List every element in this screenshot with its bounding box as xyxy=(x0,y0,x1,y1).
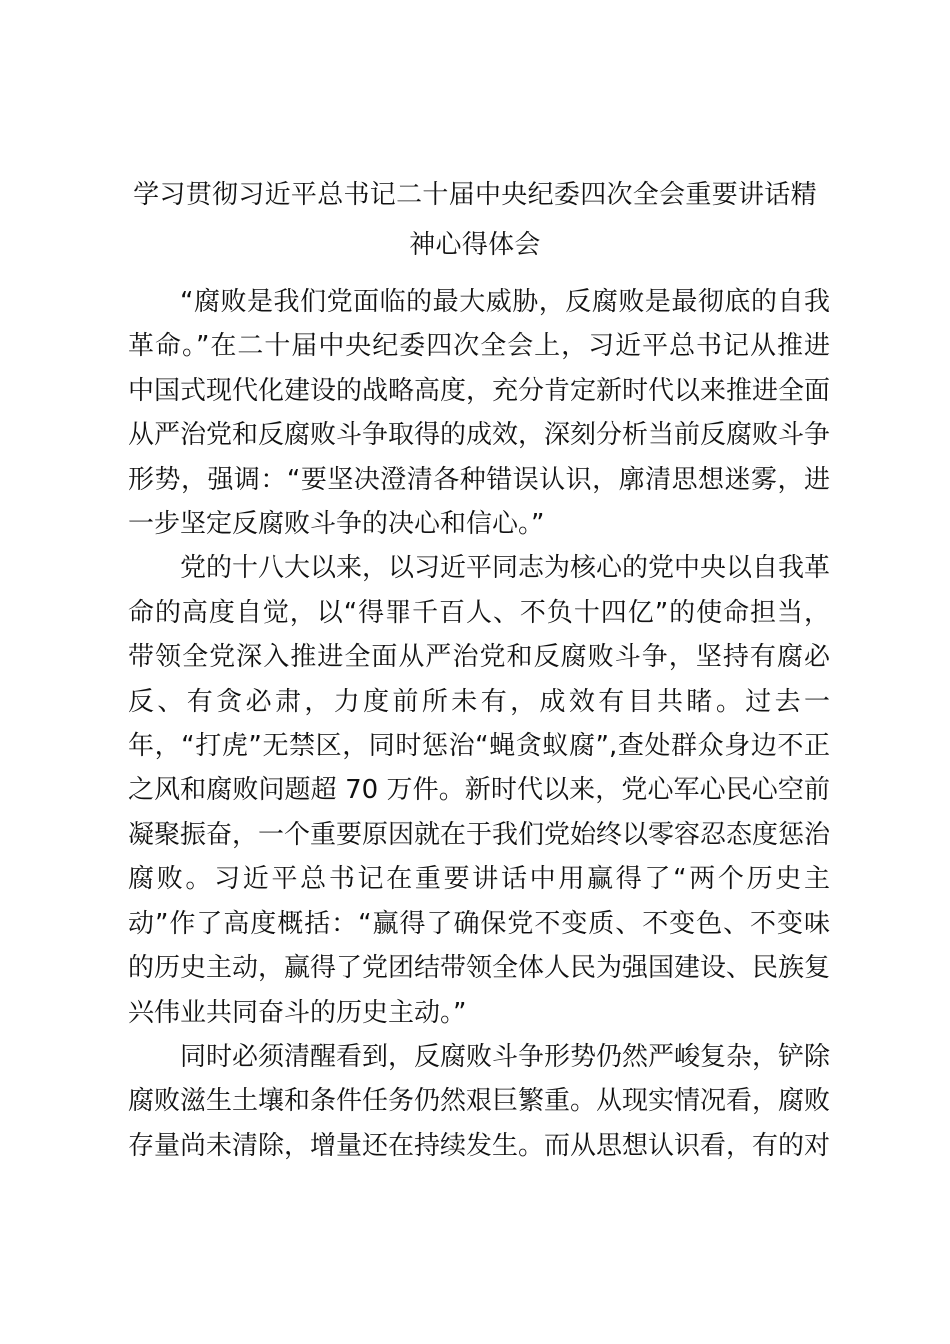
paragraph-3: 同时必须清醒看到，反腐败斗争形势仍然严峻复杂，铲除腐败滋生土壤和条件任务仍然艰巨繁重。从现实情况看，腐败存量尚未清除，增量还在持续发生。而从思想认识看，有的对 xyxy=(128,1041,831,1161)
paragraph-1: “腐败是我们党面临的最大威胁，反腐败是最彻底的自我革命。”在二十届中央纪委四次全会上，习近平总书记从推进中国式现代化建设的战略高度，充分肯定新时代以来推进全面从严治党和反腐败斗争取得的成效，深刻分析当前反腐败斗争形势，强调：“要坚决澄清各种错误认识，廓清思想迷雾，进一步坚定反腐败斗争的决心和信心。” xyxy=(128,287,831,540)
document-body xyxy=(128,280,830,1168)
document-title: 学习贯彻习近平总书记二十届中央纪委四次全会重要讲话精神心得体会 xyxy=(133,180,817,260)
paragraph-2: 党的十八大以来，以习近平同志为核心的党中央以自我革命的高度自觉，以“得罪千百人、不负十四亿”的使命担当，带领全党深入推进全面从严治党和反腐败斗争，坚持有腐必反、有贪必肃，力度前所未有，成效有目共睹。过去一年，“打虎”无禁区，同时惩治“蝇贪蚁腐”,查处群众身边不正之风和腐败问题超 70 万件。新时代以来，党心军心民心空前凝聚振奋，一个重要原因就在于我们党始终以零容忍态度惩治腐败。习近平总书记在重要讲话中用赢得了“两个历史主动”作了高度概括：“赢得了确保党不变质、不变色、不变味的历史主动，赢得了党团结带领全体人民为强国建设、民族复兴伟业共同奋斗的历史主动。” xyxy=(128,553,831,1028)
